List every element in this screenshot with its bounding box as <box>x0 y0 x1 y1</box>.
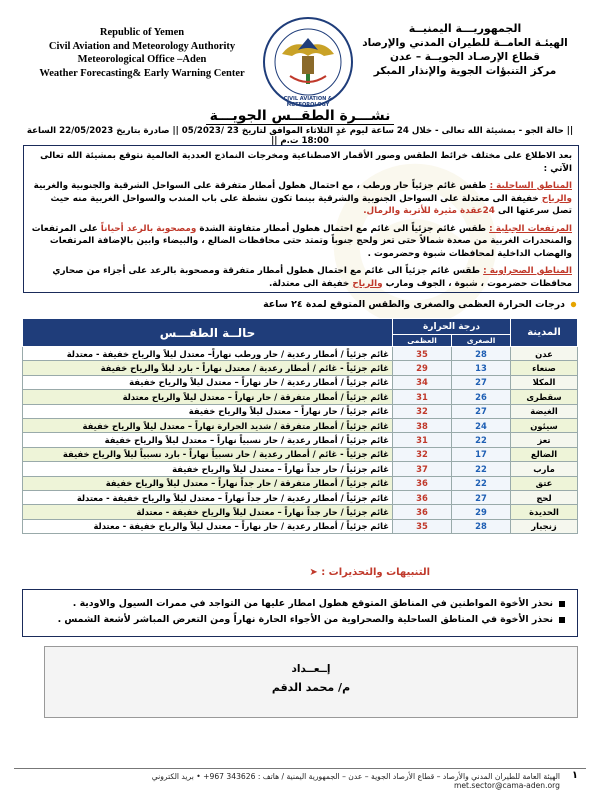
mountains-heading: المرتفعات الجبلية : <box>489 223 572 234</box>
min-temp: 13 <box>452 361 511 375</box>
issue-dateline: || حالة الجو - بمشيئة الله تعالى - خلال 24 ساعة ليوم غدٍ الثلاثاء الموافق لتاريخ 23 /05/2023 || صادرة بتاريخ 22/05/2023 الساعة 18:00 ت.م || <box>26 126 574 146</box>
max-temp: 37 <box>393 462 452 476</box>
city-name: الغيضة <box>511 404 578 418</box>
header-line: Meteorological Office –Aden <box>77 54 207 65</box>
prepared-by-box <box>44 646 578 718</box>
bullet-icon <box>559 601 565 607</box>
table-row <box>23 505 578 519</box>
table-row <box>23 447 578 461</box>
wind-speed-knots: 24عقدة مثيرة للأتربة والرمال. <box>363 206 495 216</box>
max-temp: 31 <box>393 433 452 447</box>
summary-desert <box>30 265 572 290</box>
coastal-heading: المناطق الساحلية : <box>489 181 572 191</box>
col-city-header: المدينة <box>511 319 578 347</box>
city-name: الضالع <box>511 447 578 461</box>
col-min-header: الصغرى <box>452 335 511 347</box>
city-name: لحج <box>511 490 578 504</box>
city-name: سقطرى <box>511 390 578 404</box>
warnings-title-text: التنبيهات والتحذيرات : <box>321 567 430 578</box>
desert-text: خفيفة الى معتدلة. <box>268 278 353 289</box>
table-row <box>23 476 578 490</box>
max-temp: 36 <box>393 476 452 490</box>
weather-description: غائم جزئياً / أمطار رعدية / حار نسبياً نهاراً – معتدل ليلاً والرياح خفيفة <box>23 433 393 447</box>
weather-description: غائم جزئياً / حار جداً نهاراً – معتدل ليلاً والرياح خفيفة <box>23 462 393 476</box>
table-title <box>18 299 578 310</box>
header-line: الهيئـة العامــة للطيران المدني والإرصاد <box>362 37 568 49</box>
table-row <box>23 404 578 418</box>
max-temp: 34 <box>393 375 452 389</box>
min-temp: 22 <box>452 433 511 447</box>
city-name: صنعاء <box>511 361 578 375</box>
prepared-name: م/ محمد الدقم <box>271 681 351 694</box>
summary-intro: بعد الاطلاع على مختلف خرائط الطقس وصور الأقمار الاصطناعية ومخرجات النماذج العددية العالمية نتوقع بمشيئة الله تعالى الآتي : <box>40 151 572 174</box>
header-arabic <box>350 22 580 78</box>
min-temp: 27 <box>452 404 511 418</box>
min-temp: 22 <box>452 476 511 490</box>
table-row <box>23 418 578 432</box>
max-temp: 32 <box>393 404 452 418</box>
weather-description: غائم جزئياً / أمطار متفرقة / شديد الحرارة نهاراً – معتدل ليلاً والرياح خفيفة <box>23 418 393 432</box>
desert-heading: المناطق الصحراوية : <box>483 266 572 276</box>
header-line: مركز التنبؤات الجوية والإنذار المبكر <box>373 65 557 77</box>
max-temp: 32 <box>393 447 452 461</box>
warnings-box <box>22 589 578 637</box>
table-row <box>23 462 578 476</box>
coastal-text: خفيفة الى معتدلة على السواحل الجنوبية والشرقية بينما تكون نشطة على باب المندب والسواحل الغربية منه حيث تصل سرعتها الى <box>50 193 572 216</box>
header-line: الجمهوريـــة اليمنيــة <box>408 22 522 35</box>
header-line: Republic of Yemen <box>99 27 185 38</box>
mountains-text: طقس غائم جزئياً الى غائم مع احتمال هطول أمطار متفاوتة الشدة <box>196 223 490 234</box>
header-line: Civil Aviation and Meteorology Authority <box>48 40 236 52</box>
warning-item <box>35 596 565 612</box>
weather-description: غائم جزئياً - غائم / أمطار رعدية / حار نسبياً نهاراً - بارد نسبياً ليلاً والرياح خفيفة <box>23 447 393 461</box>
forecast-table <box>22 318 578 534</box>
authority-logo-icon <box>262 16 354 108</box>
city-name: مارب <box>511 462 578 476</box>
table-row <box>23 375 578 389</box>
wind-word: والرياح <box>541 193 572 204</box>
weather-description: غائم جزئياً / أمطار رعدية / حار نهاراً – معتدل ليلاً والرياح خفيفة <box>23 375 393 389</box>
footer-divider <box>14 768 586 769</box>
thunder-phrase: ومصحوبة بالرعد أحياناً <box>100 223 197 234</box>
weather-description: غائم جزئياً / أمطار رعدية / حار ورطب نهاراً– معتدل ليلاً والرياح خفيفة - معتدلة <box>23 347 393 361</box>
city-name: الحديدة <box>511 505 578 519</box>
weather-description: غائم جزئياً / أمطار متفرقة / حار جداً نهاراً – معتدل ليلاً والرياح خفيفة <box>23 476 393 490</box>
city-name: عتق <box>511 476 578 490</box>
min-temp: 28 <box>452 519 511 533</box>
header-line: Weather Forecasting& Early Warning Center <box>39 67 245 79</box>
forecast-summary <box>23 145 579 293</box>
city-name: تعز <box>511 433 578 447</box>
weather-description: غائم جزئياً - غائم / أمطار رعدية / معتدل نهاراً - بارد ليلاً والرياح خفيفة <box>23 361 393 375</box>
city-name: عدن <box>511 347 578 361</box>
summary-coastal <box>30 180 572 218</box>
desert-text: طقس غائم جزئياً الى غائم مع احتمال هطول أمطار متفرقة ومصحوبة بالرعد على أجزاء من صحاري محافظات حضرموت ، شبوة ، الجوف ومارب <box>52 266 572 289</box>
summary-mountains <box>30 223 572 261</box>
header-line: قطاع الإرصـاد الجويــة – عدن <box>390 51 540 63</box>
city-name: زنجبار <box>511 519 578 533</box>
min-temp: 17 <box>452 447 511 461</box>
col-weather-header: حالــة الطقـــس <box>23 319 393 347</box>
table-row <box>23 361 578 375</box>
max-temp: 38 <box>393 418 452 432</box>
weather-description: غائم جزئياً / أمطار متفرقة / حار نهاراً – معتدل ليلاً والرياح معتدلة <box>23 390 393 404</box>
min-temp: 29 <box>452 505 511 519</box>
weather-description: غائم جزئياً / حار جداً نهاراً – معتدل ليلاً والرياح خفيفة - معتدلة <box>23 505 393 519</box>
bulletin-title <box>0 108 600 124</box>
bulletin-title-text: نشـــرة الطقــس الجويـــة <box>206 108 395 125</box>
sun-icon <box>569 300 578 309</box>
table-title-text: درجات الحرارة العظمى والصغرى والطقس المتوقع لمدة ٢٤ ساعة <box>263 299 565 310</box>
max-temp: 36 <box>393 490 452 504</box>
col-max-header: العظمى <box>393 335 452 347</box>
weather-description: غائم جزئياً / حار نهاراً – معتدل ليلاً والرياح خفيفة <box>23 404 393 418</box>
table-row <box>23 490 578 504</box>
city-name: سيئون <box>511 418 578 432</box>
table-row <box>23 390 578 404</box>
min-temp: 26 <box>452 390 511 404</box>
col-temp-header: درجة الحرارة <box>393 319 511 335</box>
warning-text: نحذر الأخوة المواطنين في المناطق المتوقع هطول امطار عليها من التواجد في ممرات السيول والاودية . <box>72 598 553 609</box>
table-row <box>23 519 578 533</box>
min-temp: 22 <box>452 462 511 476</box>
footer-contact: الهيئة العامة للطيران المدني والأرصاد – قطاع الأرصاد الجوية – عدن – الجمهورية اليمنية / هاتف : 343626 967+ • بريد الكتروني met.sector@cama-aden.org <box>151 772 560 790</box>
table-row <box>23 433 578 447</box>
header-english <box>22 26 262 80</box>
page-number: ١ <box>571 770 578 781</box>
weather-description: غائم جزئياً / أمطار رعدية / حار جداً نهاراً – معتدل ليلاً والرياح خفيفة - معتدلة <box>23 490 393 504</box>
min-temp: 24 <box>452 418 511 432</box>
max-temp: 29 <box>393 361 452 375</box>
min-temp: 27 <box>452 490 511 504</box>
wind-word: والرياح <box>352 278 383 289</box>
warning-item <box>35 612 565 628</box>
mountains-text: على المرتفعات والمنحدرات الغربية من صعدة شمالاً حتى تعز ولحج جنوباً وتمتد حتى محافظات الضالع ، والبيضاء وابين بالإضافة المرتفعات والهضاب الداخلية لمحافظات شبوة وحضرموت . <box>31 223 572 259</box>
prepared-label: إــعــداد <box>291 663 331 675</box>
logo-text: CIVIL AVIATION & METEOROLOGY <box>283 96 333 108</box>
coastal-text: طقس غائم جزئياً حار ورطب ، مع احتمال هطول أمطار متفرقة على السواحل الشرقية والجنوبية والغربية <box>33 181 490 191</box>
table-row <box>23 347 578 361</box>
max-temp: 35 <box>393 347 452 361</box>
warning-text: نحذر الأخوة في المناطق الساحلية والصحراوية من الأجواء الحارة نهاراً ومن التعرض المباشر لأشعة الشمس . <box>57 614 553 625</box>
bullet-icon <box>559 617 565 623</box>
arrow-icon: ➤ <box>309 567 318 578</box>
weather-description: غائم جزئياً / أمطار رعدية / حار نهاراً – معتدل ليلاً والرياح خفيفة - معتدلة <box>23 519 393 533</box>
max-temp: 36 <box>393 505 452 519</box>
max-temp: 35 <box>393 519 452 533</box>
min-temp: 28 <box>452 347 511 361</box>
city-name: المكلا <box>511 375 578 389</box>
max-temp: 31 <box>393 390 452 404</box>
min-temp: 27 <box>452 375 511 389</box>
warnings-title <box>309 567 430 578</box>
